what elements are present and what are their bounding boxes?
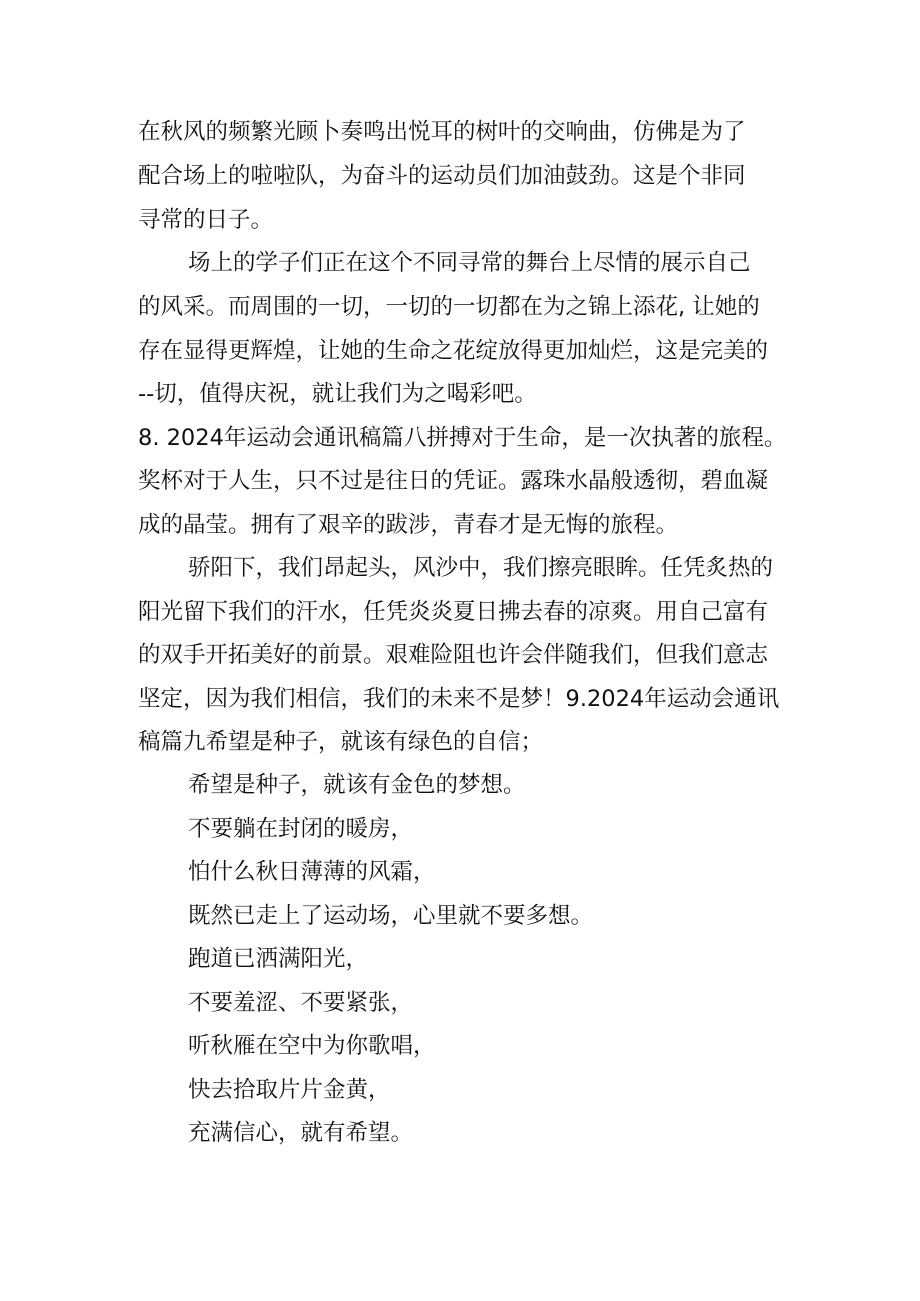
text-line: 的风采。而周围的一切，一切的一切都在为之锦上添花, 让她的 — [138, 294, 760, 320]
poem-line: 不要羞涩、不要紧张， — [188, 990, 414, 1016]
paragraph-first-line: 骄阳下，我们昂起头，风沙中，我们擦亮眼眸。任凭炙热的 — [188, 555, 774, 581]
poem-line: 快去拾取片片金黄， — [188, 1077, 391, 1103]
text-line: 配合场上的啦啦队，为奋斗的运动员们加油鼓劲。这是个非同 — [138, 163, 746, 189]
poem-line: 怕什么秋日薄薄的风霜， — [188, 859, 436, 885]
text-line: --切，值得庆祝，就让我们为之喝彩吧。 — [138, 381, 537, 407]
text-line: 奖杯对于人生，只不过是往日的凭证。露珠水晶般透彻，碧血凝 — [138, 468, 769, 494]
text-line: 成的晶莹。拥有了艰辛的跋涉，青春才是无悔的旅程。 — [138, 512, 679, 538]
poem-line: 希望是种子，就该有金色的梦想。 — [188, 772, 526, 798]
poem-line: 跑道已洒满阳光， — [188, 946, 369, 972]
text-line: 存在显得更辉煌，让她的生命之花绽放得更加灿烂，这是完美的 — [138, 338, 769, 364]
paragraph-first-line: 场上的学子们正在这个不同寻常的舞台上尽情的展示自己 — [188, 250, 751, 276]
poem-line: 听秋雁在空中为你歌唱， — [188, 1033, 436, 1059]
text-line: 阳光留下我们的汗水，任凭炎炎夏日拂去春的凉爽。用自己富有 — [138, 599, 769, 625]
text-line: 坚定，因为我们相信，我们的未来不是梦！9.2024年运动会通讯 — [138, 686, 780, 712]
poem-line: 不要躺在封闭的暖房， — [188, 816, 414, 842]
text-line: 在秋风的频繁光顾卜奏鸣出悦耳的树叶的交响曲，仿佛是为了 — [138, 119, 746, 145]
text-line: 寻常的日子。 — [138, 207, 274, 233]
poem-line: 充满信心，就有希望。 — [188, 1120, 414, 1146]
section-heading-line: 8. 2024年运动会通讯稿篇八拼搏对于生命，是一次执著的旅程。 — [138, 425, 787, 451]
text-line: 稿篇九希望是种子，就该有绿色的自信； — [138, 729, 544, 755]
poem-line: 既然已走上了运动场，心里就不要多想。 — [188, 903, 594, 929]
text-line: 的双手开拓美好的前景。艰难险阻也许会伴随我们，但我们意志 — [138, 642, 769, 668]
